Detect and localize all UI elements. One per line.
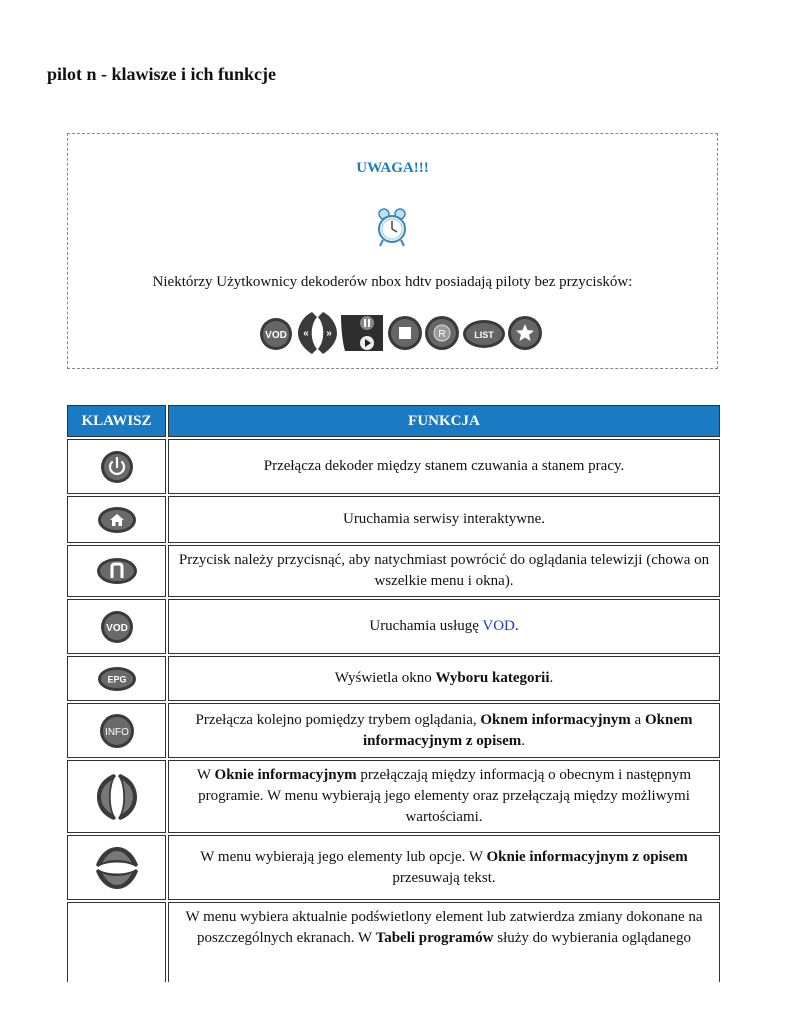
pause-play-button-icon [339,311,385,355]
forward-button-icon [317,311,339,355]
keys-table [67,403,720,984]
page-title: pilot n - klawisze i ich funkcje [47,64,277,84]
svg-text:INFO: INFO [104,726,129,738]
record-button-icon [424,315,460,351]
list-button-icon [462,319,506,349]
vod-button-icon [259,317,293,351]
epg-button-icon [97,666,137,692]
row-function-text: Uruchamia serwisy interaktywne. [168,496,720,543]
table-row [67,760,720,833]
svg-text:VOD: VOD [105,622,128,634]
missing-buttons-row [259,311,549,355]
favourite-star-button-icon [507,315,543,351]
left-right-arrows-icon [95,772,139,822]
svg-text:R: R [438,329,446,340]
up-down-arrows-icon [94,844,140,892]
row-function-text: W menu wybierają jego elementy lub opcje. W Oknie informacyjnym z opisem przesuwają tekst. [168,835,720,900]
row-function-text: Przełącza dekoder między stanem czuwania a stanem pracy. [168,439,720,494]
table-row [67,902,720,982]
table-row [67,439,720,494]
notice-heading: UWAGA!!! [356,160,429,176]
table-row [67,545,720,597]
svg-text:«: « [303,328,309,339]
alarm-clock-icon [375,206,409,250]
stop-button-icon [387,315,423,351]
table-row [67,496,720,543]
vod-button-icon [100,610,134,644]
power-button-icon [100,450,134,484]
empty-icon-cell [67,902,166,982]
home-button-icon [97,506,137,534]
svg-text:LIST: LIST [474,330,494,340]
notice-text: Niektórzy Użytkownicy dekoderów nbox hdtv posiadają piloty bez przycisków: [152,274,633,290]
svg-text:EPG: EPG [106,674,127,684]
notice-box [67,133,718,369]
row-function-text: W Oknie informacyjnym przełączają między informacją o obecnym i następnym programie. W menu wybierają jego elementy oraz przełączają między możliwymi wartościami. [168,760,720,833]
header-function: FUNKCJA [168,405,720,437]
row-function-text: Uruchamia usługę VOD. [168,599,720,654]
svg-text:VOD: VOD [265,330,287,341]
row-function-text: W menu wybiera aktualnie podświetlony element lub zatwierdza zmiany dokonane na poszczególnych ekranach. W Tabeli programów służy do wybierania oglądanego [168,902,720,982]
table-row [67,656,720,701]
table-header-row [67,405,720,437]
rewind-button-icon [296,311,318,355]
row-function-text: Przełącza kolejno pomiędzy trybem oglądania, Oknem informacyjnym a Oknem informacyjnym z opisem. [168,703,720,758]
table-row [67,835,720,900]
table-row [67,599,720,654]
row-function-text: Przycisk należy przycisnąć, aby natychmiast powrócić do oglądania telewizji (chowa on wszelkie menu i okna). [168,545,720,597]
table-row [67,703,720,758]
header-key: KLAWISZ [67,405,166,437]
n-button-icon [96,557,138,585]
vod-link[interactable]: VOD [482,618,515,634]
row-function-text: Wyświetla okno Wyboru kategorii. [168,656,720,701]
info-button-icon [99,713,135,749]
svg-text:»: » [326,328,332,339]
